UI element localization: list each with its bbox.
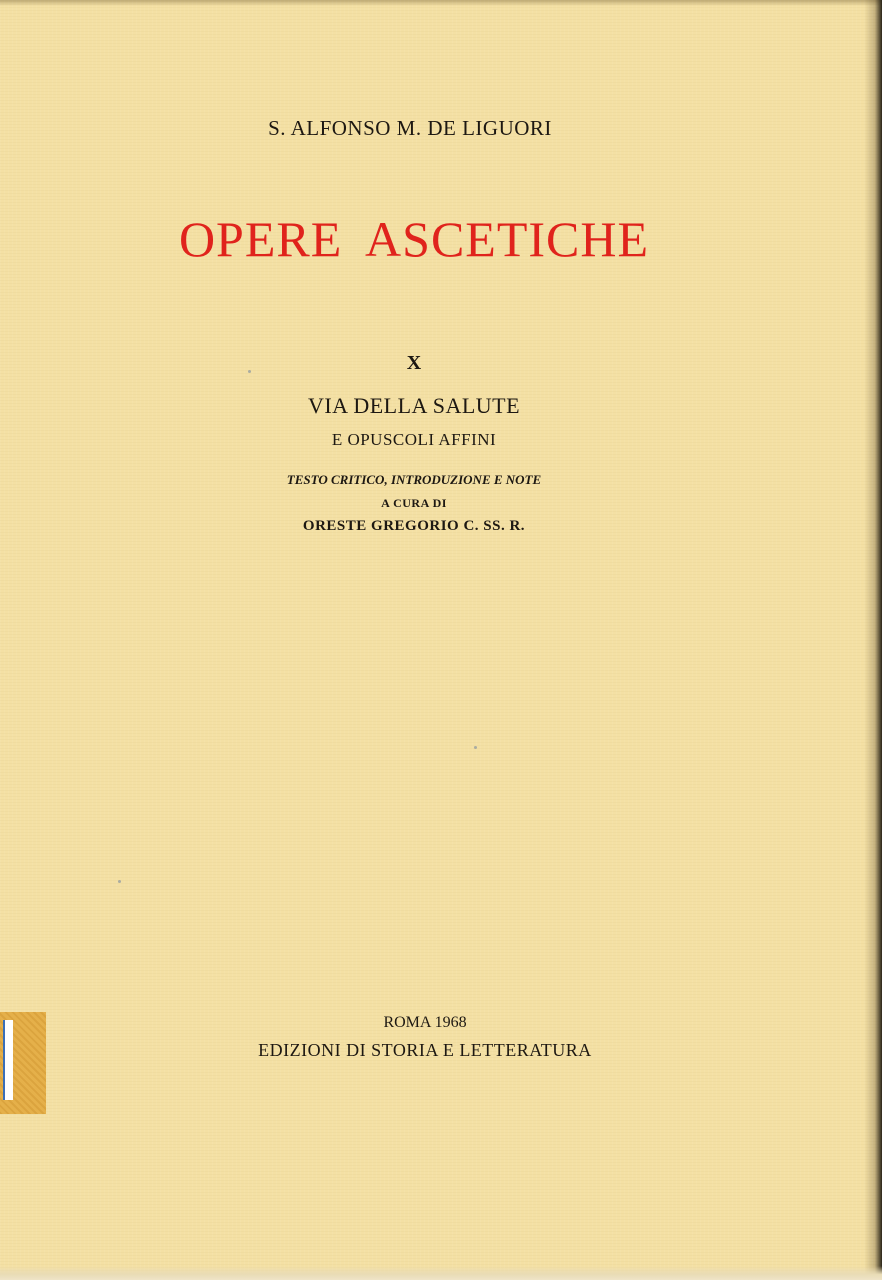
publisher-name: EDIZIONI DI STORIA E LETTERATURA (258, 1040, 592, 1060)
cover-bottom-edge (0, 1266, 882, 1280)
curator-name: ORESTE GREGORIO C. SS. R. (302, 518, 526, 534)
book-title: OPERE ASCETICHE (178, 211, 650, 267)
editorial-note: TESTO CRITICO, INTRODUZIONE E NOTE (286, 472, 542, 487)
cover-right-edge (864, 0, 882, 1280)
volume-subtitle: E OPUSCOLI AFFINI (331, 430, 497, 449)
volume-number: X (406, 352, 422, 374)
publication-city-year: ROMA 1968 (383, 1014, 467, 1031)
volume-title: VIA DELLA SALUTE (307, 393, 521, 418)
author-name: S. ALFONSO M. DE LIGUORI (268, 116, 552, 140)
cover-top-edge (0, 0, 882, 6)
paper-speck (474, 746, 477, 749)
paper-speck (118, 880, 121, 883)
curator-intro: A CURA DI (381, 496, 447, 510)
